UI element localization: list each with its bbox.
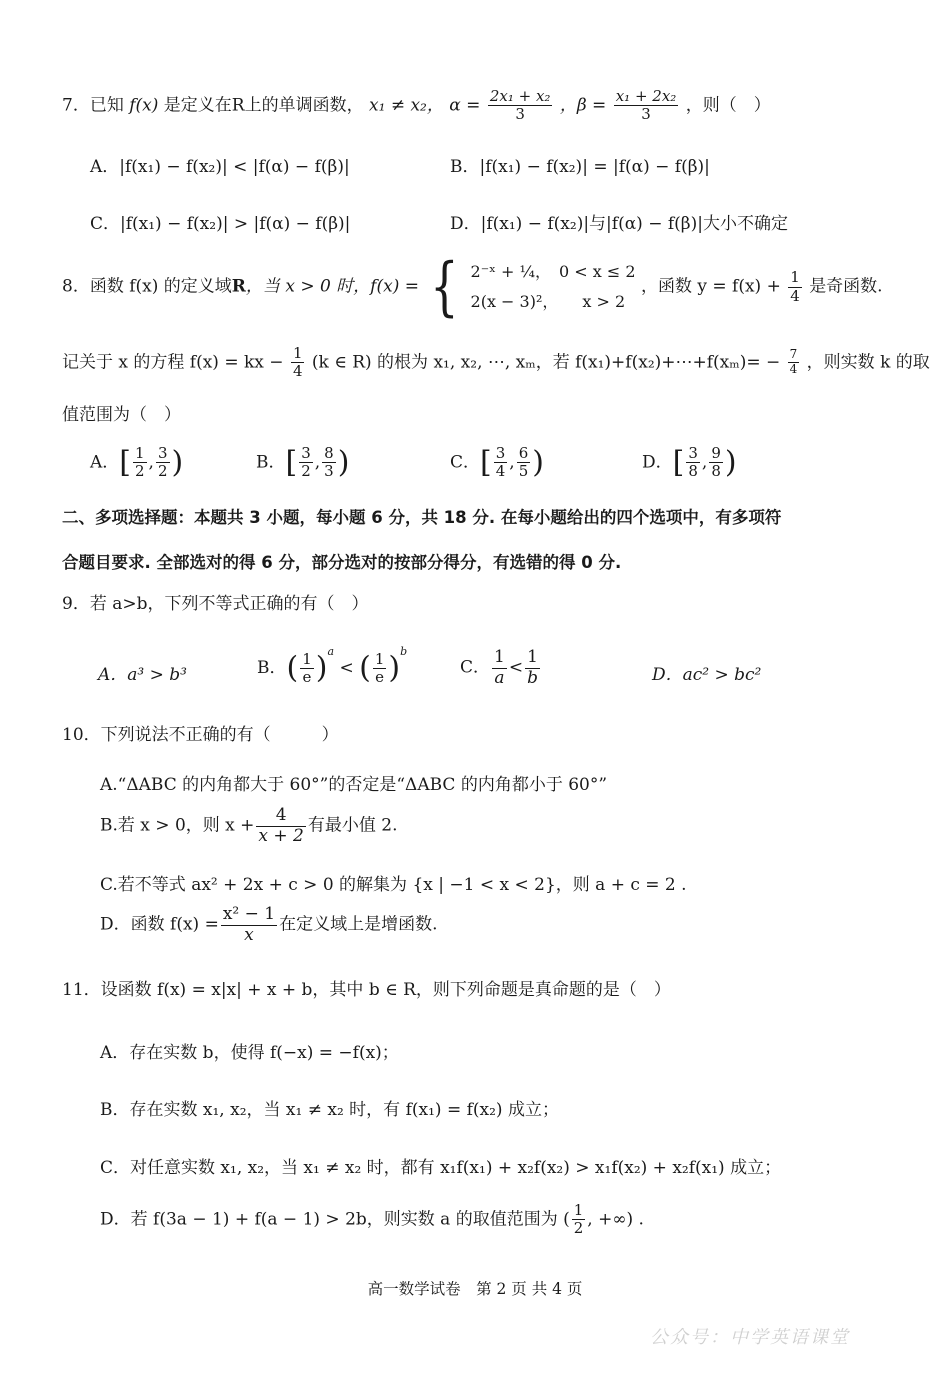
watermark: 公众号：中学英语课堂	[650, 1327, 850, 1348]
q7-option-b: B．|f(x₁) − f(x₂)| = |f(α) − f(β)|	[450, 157, 710, 177]
q11-option-b: B．存在实数 x₁, x₂，当 x₁ ≠ x₂ 时，有 f(x₁) = f(x₂) 成立；	[100, 1100, 559, 1120]
q7-option-a: A．|f(x₁) − f(x₂)| < |f(α) − f(β)|	[90, 157, 350, 177]
q7-stem: 7．已知 f(x) 是定义在R上的单调函数， x₁ ≠ x₂， α = $\frac{\text{2x₁ + x₂}}{3}$ ，β = $\frac{\text{x₁ + 2x₂}}{3}$ ，则（ ）	[62, 87, 771, 124]
q7-beta-fraction: $\frac{\text{x₁ + 2x₂}}{3}$	[615, 87, 677, 124]
q11-option-c: C．对任意实数 x₁, x₂，当 x₁ ≠ x₂ 时，都有 x₁f(x₁) + x₂f(x₂) > x₁f(x₂) + x₂f(x₁) 成立；	[100, 1158, 782, 1178]
q8-quarter-2: $\frac{1}{4}$	[292, 344, 303, 381]
section2-line2: 合题目要求. 全部选对的得 6 分，部分选对的按部分得分，有选错的得 0 分.	[62, 553, 622, 572]
q9-option-a: A．a³ > b³	[98, 665, 187, 685]
q8-piece-2: 2(x − 3)²， x > 2	[470, 292, 626, 311]
q9-option-d: D．ac² > bc²	[652, 665, 762, 685]
q7-alpha-fraction: $\frac{\text{2x₁ + x₂}}{3}$	[489, 87, 551, 124]
page-footer: 高一数学试卷 第 2 页 共 4 页	[367, 1280, 583, 1298]
q8-option-b: B．[ $\frac{3}{2}$ , $\frac{8}{3}$ )	[256, 444, 350, 481]
q8-line2: 记关于 x 的方程 f(x) = kx − $\frac{1}{4}$ (k ∈ R) 的根为 x₁, x₂, ⋯, xₘ，若 f(x₁)+f(x₂)+⋯+f(xₘ)= − $\frac{7}{4}$ ，则实数 k 的取	[62, 344, 930, 381]
q10-option-d: D．函数 f(x) = $\frac{\text{x² − 1}}{x}$ 在定义域上是增函数.	[100, 904, 438, 945]
q11-option-a: A．存在实数 b，使得 f(−x) = −f(x)；	[100, 1043, 399, 1063]
q10-option-b: B.若 x > 0，则 x + $\frac{4}{x + 2}$ 有最小值 2.	[100, 805, 398, 846]
q10-option-c: C.若不等式 ax² + 2x + c > 0 的解集为 {x | −1 < x < 2}，则 a + c = 2 .	[100, 875, 687, 895]
q8-piece-1: 2⁻ˣ + ¼， 0 < x ≤ 2	[470, 261, 636, 281]
q8-option-d: D．[ $\frac{3}{8}$ , $\frac{9}{8}$ )	[642, 444, 737, 481]
q7-option-d: D．|f(x₁) − f(x₂)|与|f(α) − f(β)|大小不确定	[450, 214, 788, 234]
q8-line3: 值范围为（ ）	[62, 405, 181, 425]
q9-stem: 9．若 a>b，下列不等式正确的有（ ）	[62, 594, 369, 614]
q10-option-a: A.“ΔABC 的内角都大于 60°”的否定是“ΔABC 的内角都小于 60°”	[100, 775, 608, 795]
q9-option-b: B．( $\frac{1}{e}$ )$^a$ < ( $\frac{1}{e}$ )$^b$	[257, 645, 408, 686]
q7-option-c: C．|f(x₁) − f(x₂)| > |f(α) − f(β)|	[90, 214, 351, 234]
q11-stem: 11．设函数 f(x) = x|x| + x + b，其中 b ∈ R，则下列命题是真命题的是（ ）	[62, 980, 671, 1000]
q8-seven-quarters: $\frac{7}{4}$	[789, 347, 798, 377]
q8-option-a: A．[ $\frac{1}{2}$ , $\frac{3}{2}$ )	[90, 444, 184, 481]
q9-option-c: C． $\frac{1}{a}$ < $\frac{1}{b}$	[460, 647, 538, 688]
section2-line1: 二、多项选择题：本题共 3 小题，每小题 6 分，共 18 分. 在每小题给出的四个选项中，有多项符	[62, 508, 782, 527]
q11-option-d: D．若 f(3a − 1) + f(a − 1) > 2b，则实数 a 的取值范围为 ( $\frac{1}{2}$ , +∞) .	[100, 1201, 644, 1238]
q8-brace: {	[430, 250, 460, 324]
q7-fx: f(x)	[129, 95, 159, 116]
q10-stem: 10．下列说法不正确的有（ ）	[62, 725, 339, 745]
q8-stem: 8．函数 f(x) 的定义域R，当 x > 0 时，f(x) = { 2⁻ˣ + ¼， 0 < x ≤ 2 2(x − 3)²， x > 2 ，函数 y = f(x) + $\frac{1}{4}$ 是奇函数.	[62, 250, 883, 324]
q8-piecewise	[424, 250, 636, 324]
q8-option-c: C．[ $\frac{3}{4}$ , $\frac{6}{5}$ )	[450, 444, 544, 481]
q8-quarter: $\frac{1}{4}$	[790, 268, 800, 305]
